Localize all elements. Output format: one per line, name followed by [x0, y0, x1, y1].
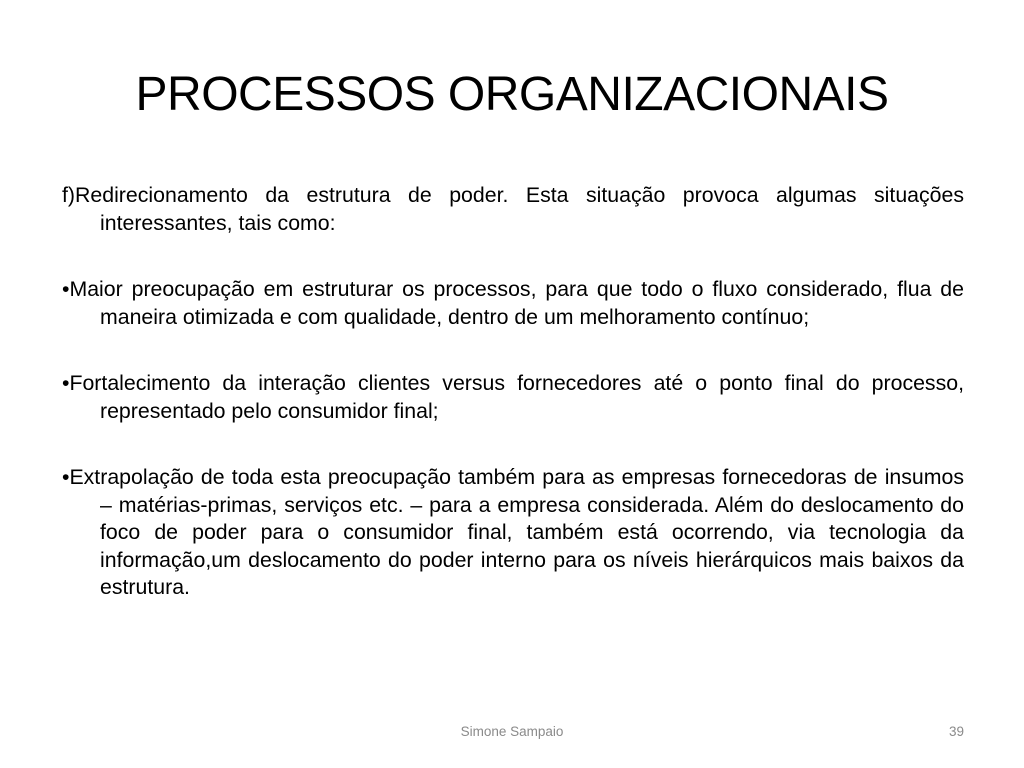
paragraph-intro: f)Redirecionamento da estrutura de poder. Esta situação provoca algumas situações interessantes, tais como:	[62, 183, 964, 235]
bullet-client-supplier-interaction: •Fortalecimento da interação clientes versus fornecedores até o ponto final do processo, representado pelo consumidor final;	[62, 371, 964, 423]
bullet-process-structuring: •Maior preocupação em estruturar os processos, para que todo o fluxo considerado, flua de maneira otimizada e com qualidade, dentro de um melhoramento contínuo;	[62, 277, 964, 329]
slide-body	[62, 182, 964, 602]
bullet-extrapolation: •Extrapolação de toda esta preocupação também para as empresas fornecedoras de insumos – matérias-primas, serviços etc. – para a empresa considerada. Além do deslocamento do foco de poder para o consumidor final, também está ocorrendo, via tecnologia da informação,um deslocamento do poder interno para os níveis hierárquicos mais baixos da estrutura.	[62, 465, 964, 599]
slide-title: PROCESSOS ORGANIZACIONAIS	[135, 68, 889, 121]
slide-number: 39	[948, 724, 964, 739]
footer-author: Simone Sampaio	[460, 724, 564, 739]
